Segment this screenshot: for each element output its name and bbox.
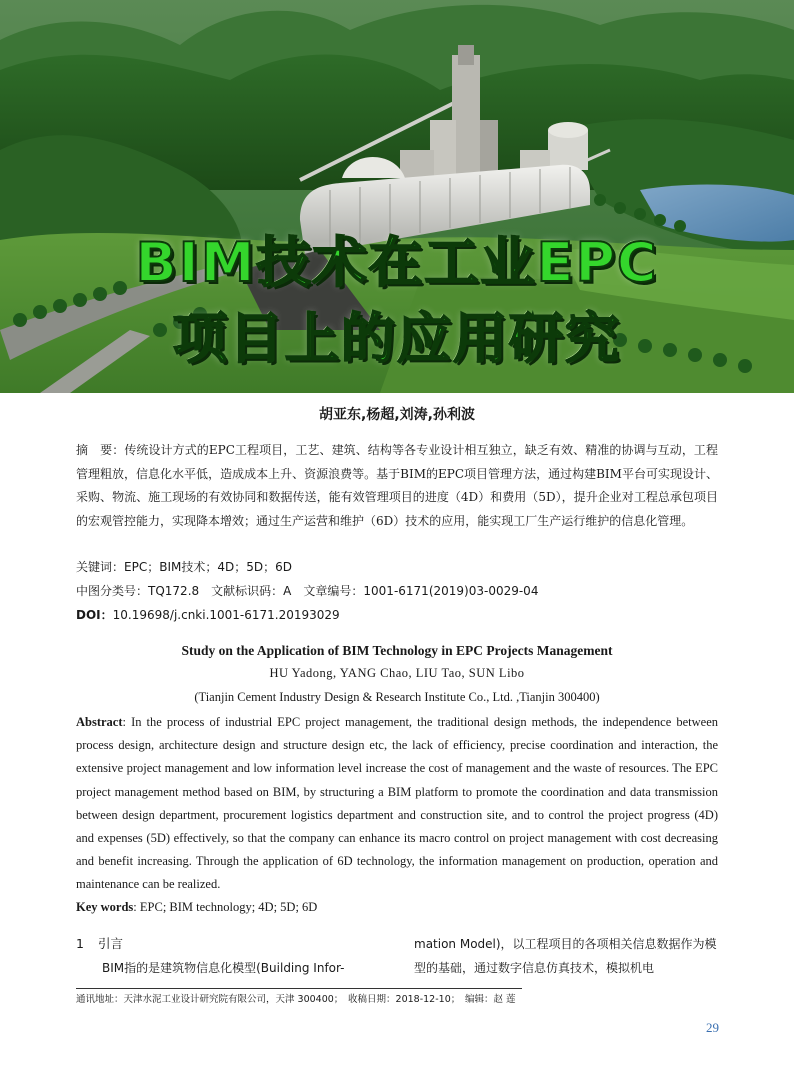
english-affiliation: (Tianjin Cement Industry Design & Research Institute Co., Ltd. ,Tianjin 300400) <box>194 690 600 704</box>
english-title: Study on the Application of BIM Technology in EPC Projects Management <box>181 643 613 658</box>
abstract-text: 传统设计方式的EPC工程项目，工艺、建筑、结构等各专业设计相互独立，缺乏有效、精准的协调与互动，工程管理粗放，信息化水平低，造成成本上升、资源浪费等。基于BIM的EPC项目管理方法，通过构建BIM平台可实现设计、采购、物流、施工现场的有效协同和数据传送，能有效管理项目的进度（4D）和费用（5D），提升企业对工程总承包项目的宏观管控能力，实现降本增效；通过生产运营和维护（6D）技术的应用，能实现工厂生产运行维护的信息化管理。 <box>76 443 718 528</box>
article-number-value: 1001-6171(2019)03-0029-04 <box>363 584 539 598</box>
article-number-label: 文章编号： <box>303 584 364 598</box>
intro-right-column <box>414 932 720 980</box>
english-keywords-text: : EPC; BIM technology; 4D; 5D; 6D <box>133 900 318 914</box>
doi-label: DOI： <box>76 608 113 622</box>
chinese-abstract <box>76 439 718 533</box>
abstract-label: 摘 要： <box>76 443 125 457</box>
intro-left-column <box>76 932 388 980</box>
doc-code-label: 文献标识码： <box>211 584 284 598</box>
clc-value: TQ172.8 <box>148 584 200 598</box>
section-number: 1 <box>76 936 84 951</box>
hero-title-line2: 项目上的应用研究 <box>173 307 621 370</box>
footnote: 通讯地址：天津水泥工业设计研究院有限公司，天津 300400； 收稿日期：2018-12-10； 编辑：赵 莲 <box>76 994 516 1005</box>
intro-paragraph-right: mation Model)，以工程项目的各项相关信息数据作为模型的基础，通过数字信息仿真技术，模拟机电 <box>414 937 717 975</box>
english-authors: HU Yadong, YANG Chao, LIU Tao, SUN Libo <box>269 666 525 680</box>
footnote-divider <box>76 988 522 989</box>
doi-line <box>76 606 718 624</box>
english-abstract <box>76 711 718 897</box>
doc-code-value: A <box>283 584 292 598</box>
english-keywords <box>76 900 718 915</box>
authors: 胡亚东,杨超,刘涛,孙利波 <box>319 407 475 423</box>
english-abstract-text: : In the process of industrial EPC project management, the traditional design methods, the independence between process design, architecture design and structure design etc, the lack of efficiency, precise coordination and interaction, the extensive project management and low information level increase the cost of management and the waste of resources. The EPC project management method based on BIM, by structuring a BIM platform to promote the coordination and data transmission between design department, procurement logistics department and construction site, and to control the project progress (4D) and expenses (5D) effectively, so that the company can enhance its macro control on project management with cost decreasing and benefit increasing. Through the application of 6D technology, the information management on production, operation and maintenance can be realized. <box>76 715 718 892</box>
hero-banner <box>0 0 794 393</box>
english-abstract-label: Abstract <box>76 715 123 729</box>
classification-line <box>76 582 718 600</box>
clc-label: 中图分类号： <box>76 584 149 598</box>
english-keywords-label: Key words <box>76 900 134 914</box>
keywords-text: EPC；BIM技术；4D；5D；6D <box>124 560 292 574</box>
page-number: 29 <box>706 1020 719 1035</box>
keywords-cn <box>76 558 718 576</box>
section-heading <box>76 932 388 956</box>
doi-value[interactable]: 10.19698/j.cnki.1001-6171.20193029 <box>112 608 340 622</box>
hero-title-line1: BIM技术在工业EPC <box>135 231 659 294</box>
section-title: 引言 <box>97 936 123 951</box>
intro-paragraph-left: BIM指的是建筑物信息化模型(Building Infor- <box>102 961 345 975</box>
keywords-label: 关键词： <box>76 560 125 574</box>
